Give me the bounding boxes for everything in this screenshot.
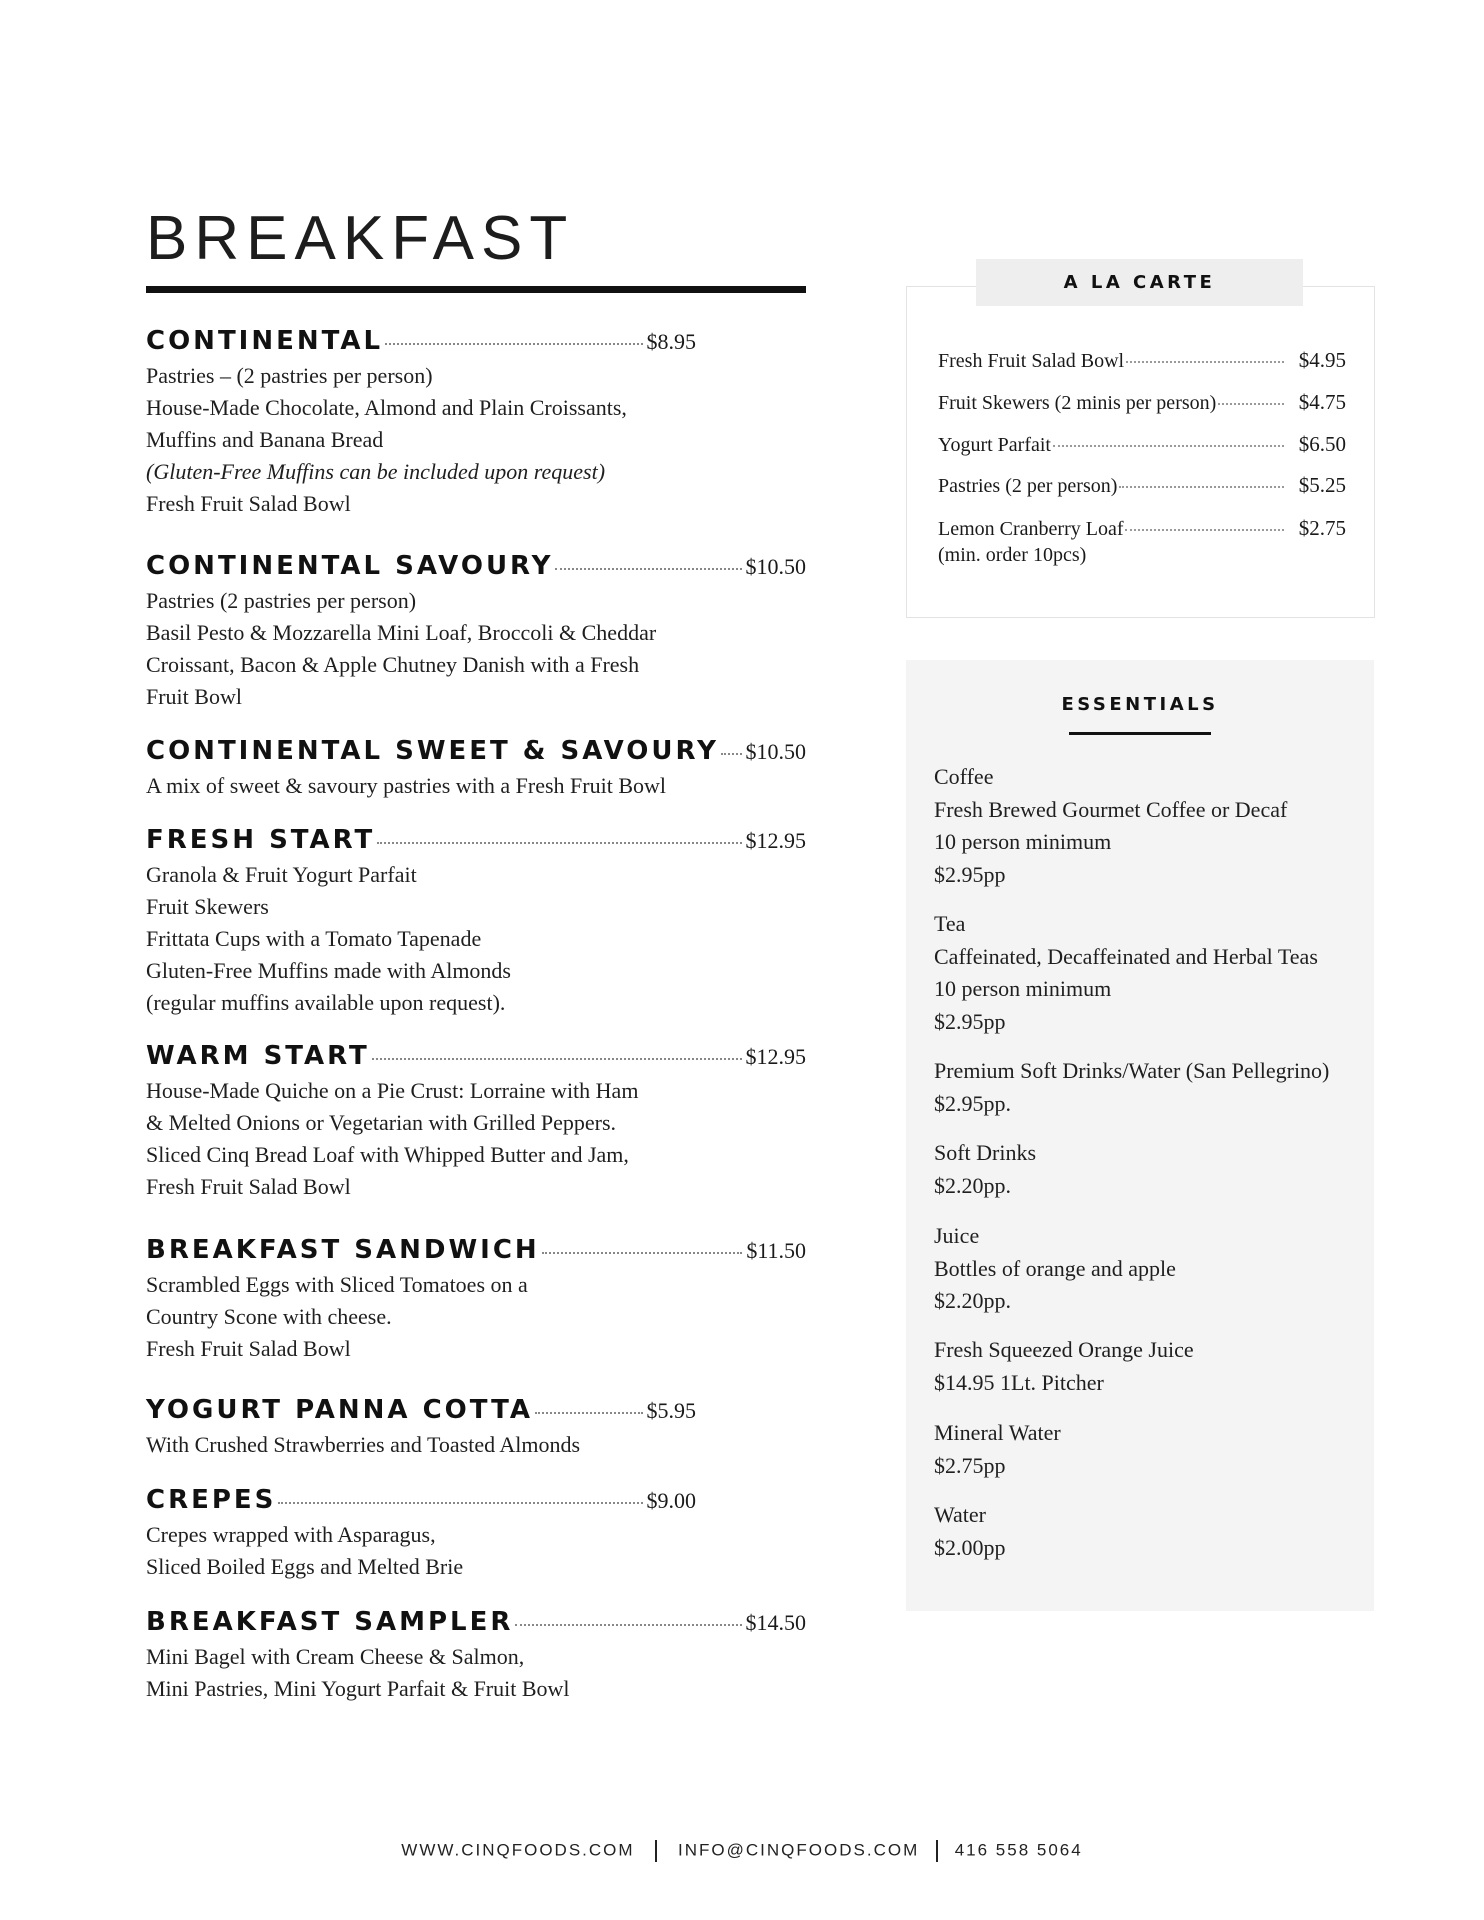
menu-item-description xyxy=(146,1429,696,1461)
essentials-line: Juice xyxy=(934,1223,980,1248)
description-line: A mix of sweet & savoury pastries with a Fresh Fruit Bowl xyxy=(146,773,667,798)
essentials-line: Fresh Brewed Gourmet Coffee or Decaf xyxy=(934,796,1288,822)
menu-item xyxy=(146,1395,696,1461)
description-line: Muffins and Banana Bread xyxy=(146,427,384,452)
essentials-line: $2.00pp xyxy=(934,1534,1006,1560)
essentials-underline xyxy=(1069,732,1211,735)
description-line: & Melted Onions or Vegetarian with Grilled Peppers. xyxy=(146,1110,617,1135)
description-line: With Crushed Strawberries and Toasted Almonds xyxy=(146,1432,581,1457)
footer-phone: 416 558 5064 xyxy=(954,1840,1083,1860)
dot-leader xyxy=(535,1412,643,1414)
a-la-carte-item-name: Lemon Cranberry Loaf xyxy=(938,518,1124,540)
menu-item-header xyxy=(146,1607,806,1637)
menu-item-description xyxy=(146,770,806,802)
menu-item-price: $9.00 xyxy=(646,1488,696,1513)
description-line: Mini Pastries, Mini Yogurt Parfait & Fruit Bowl xyxy=(146,1676,570,1701)
menu-item-price: $12.95 xyxy=(745,828,806,853)
dot-leader xyxy=(278,1502,642,1504)
essentials-line: $2.95pp xyxy=(934,1008,1006,1034)
a-la-carte-item xyxy=(938,473,1346,498)
menu-item-price: $8.95 xyxy=(646,329,696,354)
menu-item-name: BREAKFAST SAMPLER xyxy=(146,1607,514,1637)
footer-separator xyxy=(936,1840,938,1862)
dot-leader xyxy=(515,1624,741,1626)
description-line: Frittata Cups with a Tomato Tapenade xyxy=(146,926,482,951)
dot-leader xyxy=(1218,403,1284,405)
footer-separator xyxy=(655,1840,657,1862)
menu-item-header xyxy=(146,551,806,581)
essentials-item xyxy=(934,1055,1329,1120)
a-la-carte-item-price: $2.75 xyxy=(1298,516,1346,540)
menu-item-name: BREAKFAST SANDWICH xyxy=(146,1235,540,1265)
essentials-line: Tea xyxy=(934,911,966,936)
menu-item-description xyxy=(146,859,806,1019)
footer xyxy=(0,1840,1484,1862)
description-line: Granola & Fruit Yogurt Parfait xyxy=(146,862,417,887)
a-la-carte-item-price: $6.50 xyxy=(1298,432,1346,456)
essentials-line: Water xyxy=(934,1502,986,1527)
description-line: (Gluten-Free Muffins can be included upon request) xyxy=(146,459,606,484)
essentials-heading-wrap xyxy=(906,694,1374,715)
menu-item-description xyxy=(146,1519,696,1583)
essentials-line: $2.20pp. xyxy=(934,1172,1011,1198)
a-la-carte-item-name: Fruit Skewers (2 minis per person) xyxy=(938,392,1217,414)
menu-item xyxy=(146,1607,806,1705)
essentials-item xyxy=(934,1417,1061,1482)
description-line: Fresh Fruit Salad Bowl xyxy=(146,1174,351,1199)
dot-leader xyxy=(1119,486,1284,488)
a-la-carte-tab xyxy=(976,259,1303,306)
a-la-carte-item xyxy=(938,516,1346,541)
a-la-carte-item-price: $4.95 xyxy=(1298,348,1346,372)
a-la-carte-item xyxy=(938,348,1346,373)
essentials-line: Bottles of orange and apple xyxy=(934,1255,1176,1281)
essentials-line: 10 person minimum xyxy=(934,976,1112,1001)
menu-item xyxy=(146,1485,696,1583)
essentials-line: $2.95pp. xyxy=(934,1090,1011,1116)
essentials-item xyxy=(934,761,1287,891)
menu-item-name: CONTINENTAL SWEET & SAVOURY xyxy=(146,736,719,766)
essentials-item xyxy=(934,908,1318,1038)
dot-leader xyxy=(385,343,642,345)
menu-item xyxy=(146,1041,806,1203)
menu-item-header xyxy=(146,326,696,356)
dot-leader xyxy=(555,568,741,570)
essentials-item xyxy=(934,1334,1194,1399)
a-la-carte-note: (min. order 10pcs) xyxy=(938,544,1087,566)
menu-item-header xyxy=(146,1235,806,1265)
description-line: Fruit Skewers xyxy=(146,894,269,919)
menu-item-description xyxy=(146,360,696,520)
description-line: Basil Pesto & Mozzarella Mini Loaf, Broccoli & Cheddar xyxy=(146,620,657,645)
menu-item-name: CONTINENTAL xyxy=(146,326,384,356)
essentials-item xyxy=(934,1499,1006,1564)
menu-item-description xyxy=(146,1641,806,1705)
menu-item-header xyxy=(146,825,806,855)
essentials-line: $14.95 1Lt. Pitcher xyxy=(934,1369,1104,1395)
essentials-line: $2.20pp. xyxy=(934,1288,1011,1313)
dot-leader xyxy=(1126,361,1284,363)
menu-item xyxy=(146,736,806,802)
menu-item-name: YOGURT PANNA COTTA xyxy=(146,1395,533,1425)
menu-item-name: WARM START xyxy=(146,1041,370,1071)
essentials-line: Caffeinated, Decaffeinated and Herbal Teas xyxy=(934,943,1318,969)
footer-email[interactable]: INFO@CINQFOODS.COM xyxy=(678,1840,920,1860)
dot-leader xyxy=(1125,529,1284,531)
essentials-line: Soft Drinks xyxy=(934,1140,1037,1165)
menu-item-price: $10.50 xyxy=(745,554,806,579)
menu-item xyxy=(146,825,806,1019)
menu-item-description xyxy=(146,1269,806,1365)
menu-item-description xyxy=(146,585,806,713)
essentials-line: Fresh Squeezed Orange Juice xyxy=(934,1337,1194,1362)
menu-item-price: $12.95 xyxy=(745,1044,806,1069)
menu-item xyxy=(146,551,806,713)
description-line: Mini Bagel with Cream Cheese & Salmon, xyxy=(146,1644,525,1669)
essentials-line: Coffee xyxy=(934,764,994,789)
essentials-item xyxy=(934,1137,1036,1202)
essentials-line: Mineral Water xyxy=(934,1420,1061,1445)
description-line: Crepes wrapped with Asparagus, xyxy=(146,1522,436,1547)
description-line: Fresh Fruit Salad Bowl xyxy=(146,491,351,516)
title-divider xyxy=(146,286,806,293)
footer-website[interactable]: WWW.CINQFOODS.COM xyxy=(401,1840,635,1860)
menu-item-name: CONTINENTAL SAVOURY xyxy=(146,551,554,581)
description-line: Fruit Bowl xyxy=(146,684,242,709)
dot-leader xyxy=(542,1252,743,1254)
description-line: Pastries (2 pastries per person) xyxy=(146,588,417,613)
menu-item-header xyxy=(146,736,806,766)
description-line: Sliced Cinq Bread Loaf with Whipped Butter and Jam, xyxy=(146,1142,629,1167)
essentials-line: $2.95pp xyxy=(934,861,1006,887)
description-line: Croissant, Bacon & Apple Chutney Danish with a Fresh xyxy=(146,652,640,677)
menu-item-name: CREPES xyxy=(146,1485,277,1515)
essentials-item xyxy=(934,1220,1176,1318)
dot-leader xyxy=(721,753,742,755)
a-la-carte-item-price: $5.25 xyxy=(1298,473,1346,497)
description-line: House-Made Chocolate, Almond and Plain Croissants, xyxy=(146,395,627,420)
a-la-carte-item xyxy=(938,390,1346,415)
description-line: Scrambled Eggs with Sliced Tomatoes on a xyxy=(146,1272,528,1297)
menu-item-price: $5.95 xyxy=(646,1398,696,1423)
essentials-line: Premium Soft Drinks/Water (San Pellegrino) xyxy=(934,1058,1330,1083)
page-title: BREAKFAST xyxy=(146,204,575,273)
menu-item-description xyxy=(146,1075,806,1203)
a-la-carte-item-name: Yogurt Parfait xyxy=(938,434,1051,456)
description-line: Pastries – (2 pastries per person) xyxy=(146,363,433,388)
a-la-carte-item-name: Fresh Fruit Salad Bowl xyxy=(938,350,1125,372)
description-line: House-Made Quiche on a Pie Crust: Lorraine with Ham xyxy=(146,1078,639,1103)
a-la-carte-heading: A LA CARTE xyxy=(1063,272,1216,293)
description-line: (regular muffins available upon request). xyxy=(146,990,506,1015)
description-line: Sliced Boiled Eggs and Melted Brie xyxy=(146,1554,464,1579)
menu-item-header xyxy=(146,1395,696,1425)
menu-item xyxy=(146,1235,806,1365)
description-line: Country Scone with cheese. xyxy=(146,1304,392,1329)
essentials-line: 10 person minimum xyxy=(934,829,1112,854)
menu-item-name: FRESH START xyxy=(146,825,376,855)
dot-leader xyxy=(1053,445,1284,447)
dot-leader xyxy=(372,1058,742,1060)
menu-item-price: $10.50 xyxy=(745,739,806,764)
menu-item xyxy=(146,326,696,520)
description-line: Gluten-Free Muffins made with Almonds xyxy=(146,958,511,983)
a-la-carte-item xyxy=(938,432,1346,457)
dot-leader xyxy=(377,842,741,844)
menu-item-header xyxy=(146,1041,806,1071)
menu-item-price: $14.50 xyxy=(745,1610,806,1635)
a-la-carte-item-price: $4.75 xyxy=(1298,390,1346,414)
description-line: Fresh Fruit Salad Bowl xyxy=(146,1336,351,1361)
essentials-heading: ESSENTIALS xyxy=(1061,694,1219,715)
menu-item-price: $11.50 xyxy=(746,1238,806,1263)
menu-item-header xyxy=(146,1485,696,1515)
a-la-carte-item-name: Pastries (2 per person) xyxy=(938,475,1118,497)
essentials-line: $2.75pp xyxy=(934,1452,1006,1478)
